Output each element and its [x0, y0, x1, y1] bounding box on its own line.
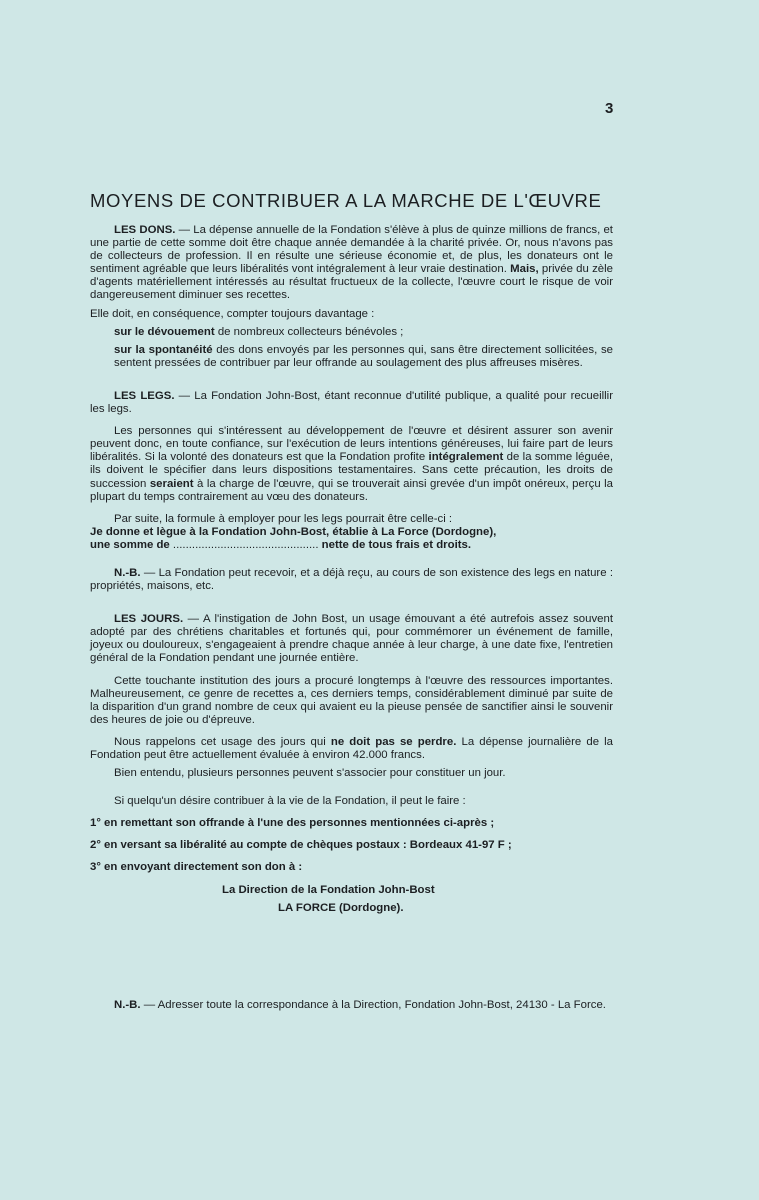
- contribuer-item-3: 3° en envoyant directement son don à :: [90, 861, 303, 874]
- dons-devouement: sur le dévouement de nombreux collecteurs bénévoles ;: [114, 325, 404, 338]
- contribuer-item-2: 2° en versant sa libéralité au compte de chèques postaux : Bordeaux 41-97 F ;: [90, 839, 512, 852]
- footer-note: N.-B. — Adresser toute la correspondance à la Direction, Fondation John-Bost, 24130 - La Force.: [114, 998, 606, 1011]
- legs-paragraph: LES LEGS. — La Fondation John-Bost, étant reconnue d'utilité publique, a qualité pour recueillir les legs.: [90, 389, 613, 416]
- dons-paragraph: LES DONS. — La dépense annuelle de la Fondation s'élève à plus de quinze millions de francs, et une partie de cette somme doit être chaque année demandée à la charité privée. Or, nous n'avons pas de collecteurs de profession. Il en résulte une sérieuse économie et, de plus, les donateurs ont le sentiment agréable que leurs libéralités vont intégralement à leur vraie destination. Mais, privée du zèle d'agents matériellement intéressés au résultat fructueux de la collecte, l'œuvre court le risque de voir dangereusement diminuer ses recettes.: [90, 224, 613, 302]
- jours-paragraph-4: Bien entendu, plusieurs personnes peuvent s'associer pour constituer un jour.: [114, 767, 506, 780]
- section-contribuer: [90, 795, 613, 915]
- page-number: 3: [605, 100, 614, 117]
- dons-consequence: Elle doit, en conséquence, compter toujours davantage :: [90, 307, 375, 320]
- contribuer-address-line1: La Direction de la Fondation John-Bost: [222, 883, 435, 896]
- jours-paragraph-3: Nous rappelons cet usage des jours qui ne doit pas se perdre. La dépense journalière de la Fondation peut être actuellement évaluée à environ 42.000 francs.: [90, 735, 614, 761]
- dons-spontaneite: sur la spontanéité des dons envoyés par les personnes qui, sans être directement sollicitées, se sentent pressées de contribuer par leur offrande au soulagement des plus affreuses misères.: [114, 343, 613, 369]
- jours-paragraph-2: Cette touchante institution des jours a procuré longtemps à l'œuvre des ressources importantes. Malheureusement, ce genre de recettes a, ces derniers temps, considérablement diminué par suite de la disparition d'un grand nombre de ceux qui avaient eu la pieuse pensée de sanctifier ainsi le souvenir des heures de joie ou d'épreuve.: [90, 674, 613, 726]
- dons-heading: LES DONS.: [114, 224, 176, 236]
- legs-formule-intro: Par suite, la formule à employer pour les legs pourrait être celle-ci :: [114, 512, 453, 525]
- section-jours: [90, 613, 613, 780]
- jours-heading: LES JOURS.: [114, 613, 184, 626]
- section-dons: [90, 224, 613, 370]
- page-title: MOYENS DE CONTRIBUER A LA MARCHE DE L'ŒUVRE: [90, 190, 602, 212]
- contribuer-item-1: 1° en remettant son offrande à l'une des personnes mentionnées ci-après ;: [90, 817, 495, 830]
- legs-formule-line1: Je donne et lègue à la Fondation John-Bost, établie à La Force (Dordogne),: [90, 525, 497, 538]
- contribuer-address-line2: LA FORCE (Dordogne).: [278, 901, 404, 914]
- legs-formule-line2: une somme de .............................................. nette de tous frais et droits.: [90, 538, 472, 551]
- legs-nb: N.-B. — La Fondation peut recevoir, et a déjà reçu, au cours de son existence des legs en nature : propriétés, maisons, etc.: [90, 566, 613, 593]
- section-legs: [90, 390, 613, 593]
- document-body: [90, 224, 613, 1012]
- legs-paragraph-2: Les personnes qui s'intéressent au développement de l'œuvre et désirent assurer son avenir peuvent donc, en toute confiance, sur l'exécution de leurs intentions généreuses, lui faire part de leurs libéralités. Si la volonté des donateurs est que la Fondation profite intégralement de la somme léguée, ils doivent le spécifier dans leurs dispositions testamentaires. Sans cette précaution, les droits de succession seraient à la charge de l'œuvre, qui se trouverait ainsi grevée d'un impôt onéreux, perçu la plupart du temps contrairement au vœu des donateurs.: [90, 425, 614, 503]
- contribuer-intro: Si quelqu'un désire contribuer à la vie de la Fondation, il peut le faire :: [114, 795, 466, 808]
- jours-paragraph: LES JOURS. — A l'instigation de John Bost, un usage émouvant a été autrefois assez souvent adopté par des chrétiens charitables et fortunés qui, pour commémorer un événement de famille, joyeux ou douloureux, s'engageaient à prendre chaque année à leur charge, à une date fixe, l'entretien général de la Fondation pendant une journée entière.: [90, 613, 613, 665]
- legs-heading: LES LEGS.: [114, 389, 175, 402]
